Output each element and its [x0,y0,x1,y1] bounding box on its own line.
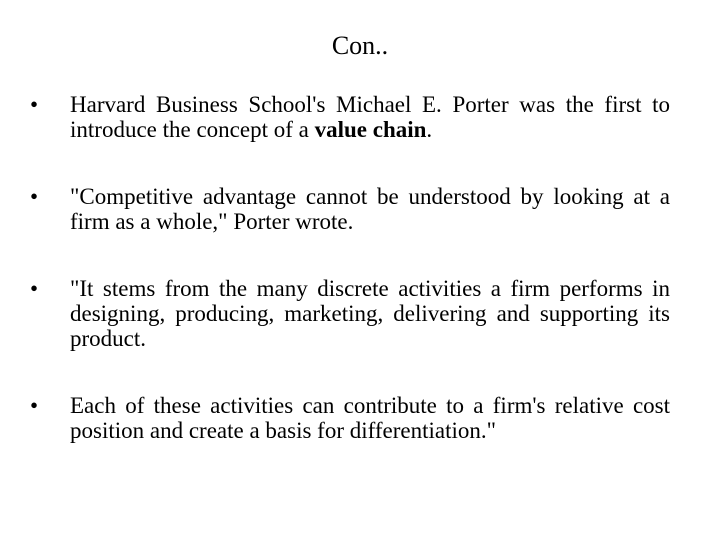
slide-title: Con.. [331,31,389,60]
bullet-text-part: Harvard Business School's Michael E. Porter was the first to introduce the concept of a [70,92,670,142]
bullet-text: "It stems from the many discrete activities a firm performs in designing, producing, marketing, delivering and supporting its product. [70,276,670,351]
bullet-text [70,92,670,142]
bullet-text-part: . [426,117,433,142]
bullet-icon: • [30,393,39,418]
bullet-item [30,184,670,234]
bold-term: value chain [314,117,427,142]
bullet-icon: • [30,184,39,209]
bullet-item [30,393,670,443]
bullet-icon: • [30,276,39,301]
bullet-icon: • [30,92,39,117]
bullet-text: "Competitive advantage cannot be understood by looking at a firm as a whole," Porter wrote. [70,184,670,234]
bullet-list [30,92,670,483]
bullet-text: Each of these activities can contribute to a firm's relative cost position and create a basis for differentiation." [70,393,670,443]
bullet-item [30,92,670,142]
bullet-item [30,276,670,351]
